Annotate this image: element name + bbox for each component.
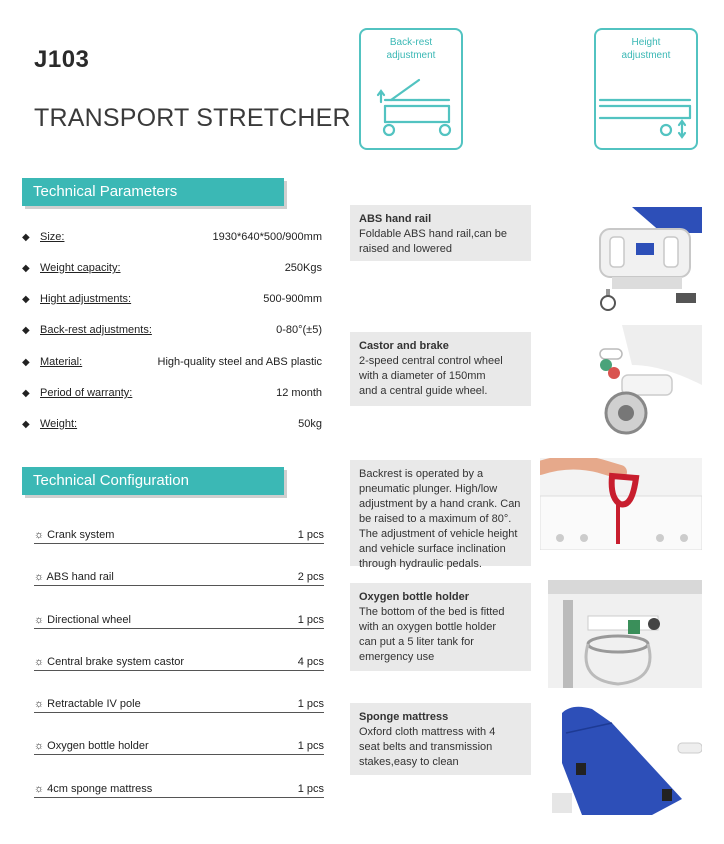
config-row: ☼ Central brake system castor 4 pcs <box>34 656 324 671</box>
abs-hand-rail-photo <box>592 203 702 313</box>
param-row: ◆ Back-rest adjustments: 0-80°(±5) <box>22 324 322 336</box>
feature-castor-and-brake: Castor and brake 2-speed central control wheel with a diameter of 150mm and a central guide wheel. <box>350 332 531 406</box>
bullet-icon: ◆ <box>22 294 30 305</box>
bullet-icon: ◆ <box>22 419 30 430</box>
back-rest-adjustment-card <box>359 28 463 150</box>
param-row: ◆ Size: 1930*640*500/900mm <box>22 231 322 243</box>
height-adjustment-icon <box>596 30 700 152</box>
bullet-icon: ◆ <box>22 263 30 274</box>
castor-photo <box>592 325 702 437</box>
bullet-icon: ◆ <box>22 232 30 243</box>
feature-sponge-mattress: Sponge mattress Oxford cloth mattress with 4 seat belts and transmission stakes,easy to clean <box>350 703 531 775</box>
config-row: ☼ ABS hand rail 2 pcs <box>34 571 324 586</box>
height-adjustment-card <box>594 28 698 150</box>
bullet-icon: ◆ <box>22 325 30 336</box>
feature-backrest: Backrest is operated by a pneumatic plunger. High/low adjustment by a hand crank. Can be raised to a maximum of 80°. The adjustment of vehicle height and vehicle surface inclination through hydraulic pedals. <box>350 460 531 566</box>
bullet-icon: ◆ <box>22 388 30 399</box>
config-row: ☼ 4cm sponge mattress 1 pcs <box>34 783 324 798</box>
technical-parameters-heading: Technical Parameters <box>22 178 284 206</box>
sponge-mattress-photo <box>552 703 702 815</box>
config-row: ☼ Retractable IV pole 1 pcs <box>34 698 324 713</box>
backrest-handle-photo <box>540 458 702 550</box>
product-title: TRANSPORT STRETCHER <box>34 104 351 132</box>
param-row: ◆ Weight capacity: 250Kgs <box>22 262 322 274</box>
back-rest-caption: Back-rest adjustment <box>386 37 436 61</box>
param-row: ◆ Period of warranty: 12 month <box>22 387 322 399</box>
config-row: ☼ Oxygen bottle holder 1 pcs <box>34 740 324 755</box>
param-row: ◆ Hight adjustments: 500-900mm <box>22 293 322 305</box>
feature-oxygen-bottle-holder: Oxygen bottle holder The bottom of the bed is fitted with an oxygen bottle holder can put a 5 liter tank for emergency use <box>350 583 531 671</box>
config-row: ☼ Directional wheel 1 pcs <box>34 614 324 629</box>
model-number: J103 <box>34 46 90 73</box>
feature-abs-hand-rail: ABS hand rail Foldable ABS hand rail,can be raised and lowered <box>350 205 531 261</box>
bullet-icon: ◆ <box>22 357 30 368</box>
oxygen-bottle-holder-photo <box>548 580 702 688</box>
back-rest-adjustment-icon <box>361 30 465 152</box>
height-caption: Height adjustment <box>621 37 671 61</box>
config-row: ☼ Crank system 1 pcs <box>34 529 324 544</box>
param-row: ◆ Material: High-quality steel and ABS plastic <box>22 356 322 368</box>
technical-configuration-heading: Technical Configuration <box>22 467 284 495</box>
param-row: ◆ Weight: 50kg <box>22 418 322 430</box>
